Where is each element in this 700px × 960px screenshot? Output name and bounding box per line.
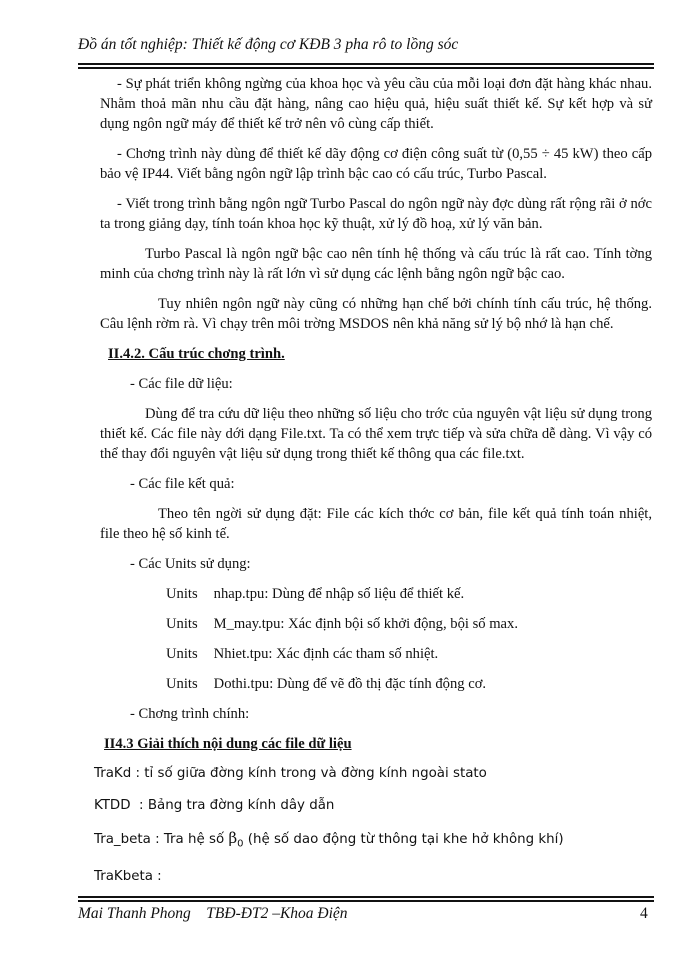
unit-item: Units nhap.tpu: Dùng để nhập số liệu để thiết kế. <box>166 586 465 602</box>
footer-author: Mai Thanh Phong TBĐ-ĐT2 –Khoa Điện <box>78 905 348 922</box>
header-title: Đồ án tốt nghiệp: Thiết kế động cơ KĐB 3 pha rô to lồng sóc <box>78 36 459 53</box>
result-files-text: Theo tên ngời sử dụng đặt: File các kích thớc cơ bản, file kết quả tính toán nhiệt, file theo hệ số kinh tế. <box>100 506 652 542</box>
section-heading-data-files: II4.3 Giải thích nội dung các file dữ liệu <box>104 736 352 752</box>
result-files-label: - Các file kết quả: <box>130 476 235 492</box>
data-files-text: Dùng để tra cứu dữ liệu theo những số liệu cho trớc của nguyên vật liệu sử dụng trong thiết kế. Các file này dới dạng File.txt. Ta có thể xem trực tiếp và sửa chữa dễ dàng. Vì vậy có thể thay đổi nguyên vật liệu sử dụng trong thiết kế thông qua các file.txt. <box>100 406 652 462</box>
unit-item: Units Nhiet.tpu: Xác định các tham số nhiệt. <box>166 646 439 662</box>
section-heading-structure: II.4.2. Cấu trúc chơng trình. <box>108 346 285 362</box>
body-text <box>94 74 652 887</box>
header-rule-top <box>78 63 654 65</box>
definition-trakd: TraKd : tỉ số giữa đờng kính trong và đờng kính ngoài stato <box>94 766 487 781</box>
definition-tra-beta: Tra_beta : Tra hệ số $\beta_0$ (hệ số dao động từ thông tại khe hở không khí) <box>94 829 564 850</box>
data-files-label: - Các file dữ liệu: <box>130 376 233 392</box>
paragraph-program-purpose: - Chơng trình này dùng để thiết kế dãy động cơ điện công suất từ (0,55 ÷ 45 kW) theo cấp bảo vệ IP44. Viết bằng ngôn ngữ lập trình bậc cao có cấu trúc, Turbo Pascal. <box>100 146 652 182</box>
unit-item: Units Dothi.tpu: Dùng để vẽ đồ thị đặc tính động cơ. <box>166 676 487 692</box>
definition-ktdd: KTDD : Bảng tra đờng kính dây dẫn <box>94 798 335 813</box>
definition-trakbeta: TraKbeta : <box>94 868 162 884</box>
definition-list <box>94 764 652 887</box>
unit-item: Units M_may.tpu: Xác định bội số khởi động, bội số max. <box>166 616 518 632</box>
units-list <box>100 584 652 694</box>
paragraph-development: - Sự phát triển không ngừng của khoa học và yêu cầu của mỗi loại đơn đặt hàng khác nhau. Nhằm thoả mãn nhu cầu đặt hàng, nâng cao hiệu quả, hiệu suất thiết kế. Sự kết hợp và sử dụng ngôn ngữ máy để thiết kế trở nên vô cùng cấp thiết. <box>100 76 652 132</box>
footer-rule-top <box>78 896 654 898</box>
footer-rule-bottom <box>78 900 654 902</box>
paragraph-language-choice: - Viết trong trình bằng ngôn ngữ Turbo Pascal do ngôn ngữ này đợc dùng rất rộng rãi ở nớc ta trong giảng dạy, tính toán khoa học kỹ thuật, xử lý đồ hoạ, xử lý văn bản. <box>100 196 652 232</box>
header-rule-bottom <box>78 67 654 69</box>
paragraph-turbo-pascal: Turbo Pascal là ngôn ngữ bậc cao nên tính hệ thống và cấu trúc là rất cao. Tính tờng minh của chơng trình này là rất lớn vì sử dụng các lệnh bằng ngôn ngữ bậc cao. <box>100 246 652 282</box>
paragraph-limitations: Tuy nhiên ngôn ngữ này cũng có những hạn chế bởi chính tính cấu trúc, hệ thống. Câu lệnh rờm rà. Vì chạy trên môi trờng MSDOS nên khả năng sử lý bộ nhớ là hạn chế. <box>100 296 652 332</box>
main-program-label: - Chơng trình chính: <box>130 706 250 722</box>
beta-symbol: β <box>228 829 238 847</box>
units-label: - Các Units sử dụng: <box>130 556 251 572</box>
page-number: 4 <box>640 905 648 922</box>
